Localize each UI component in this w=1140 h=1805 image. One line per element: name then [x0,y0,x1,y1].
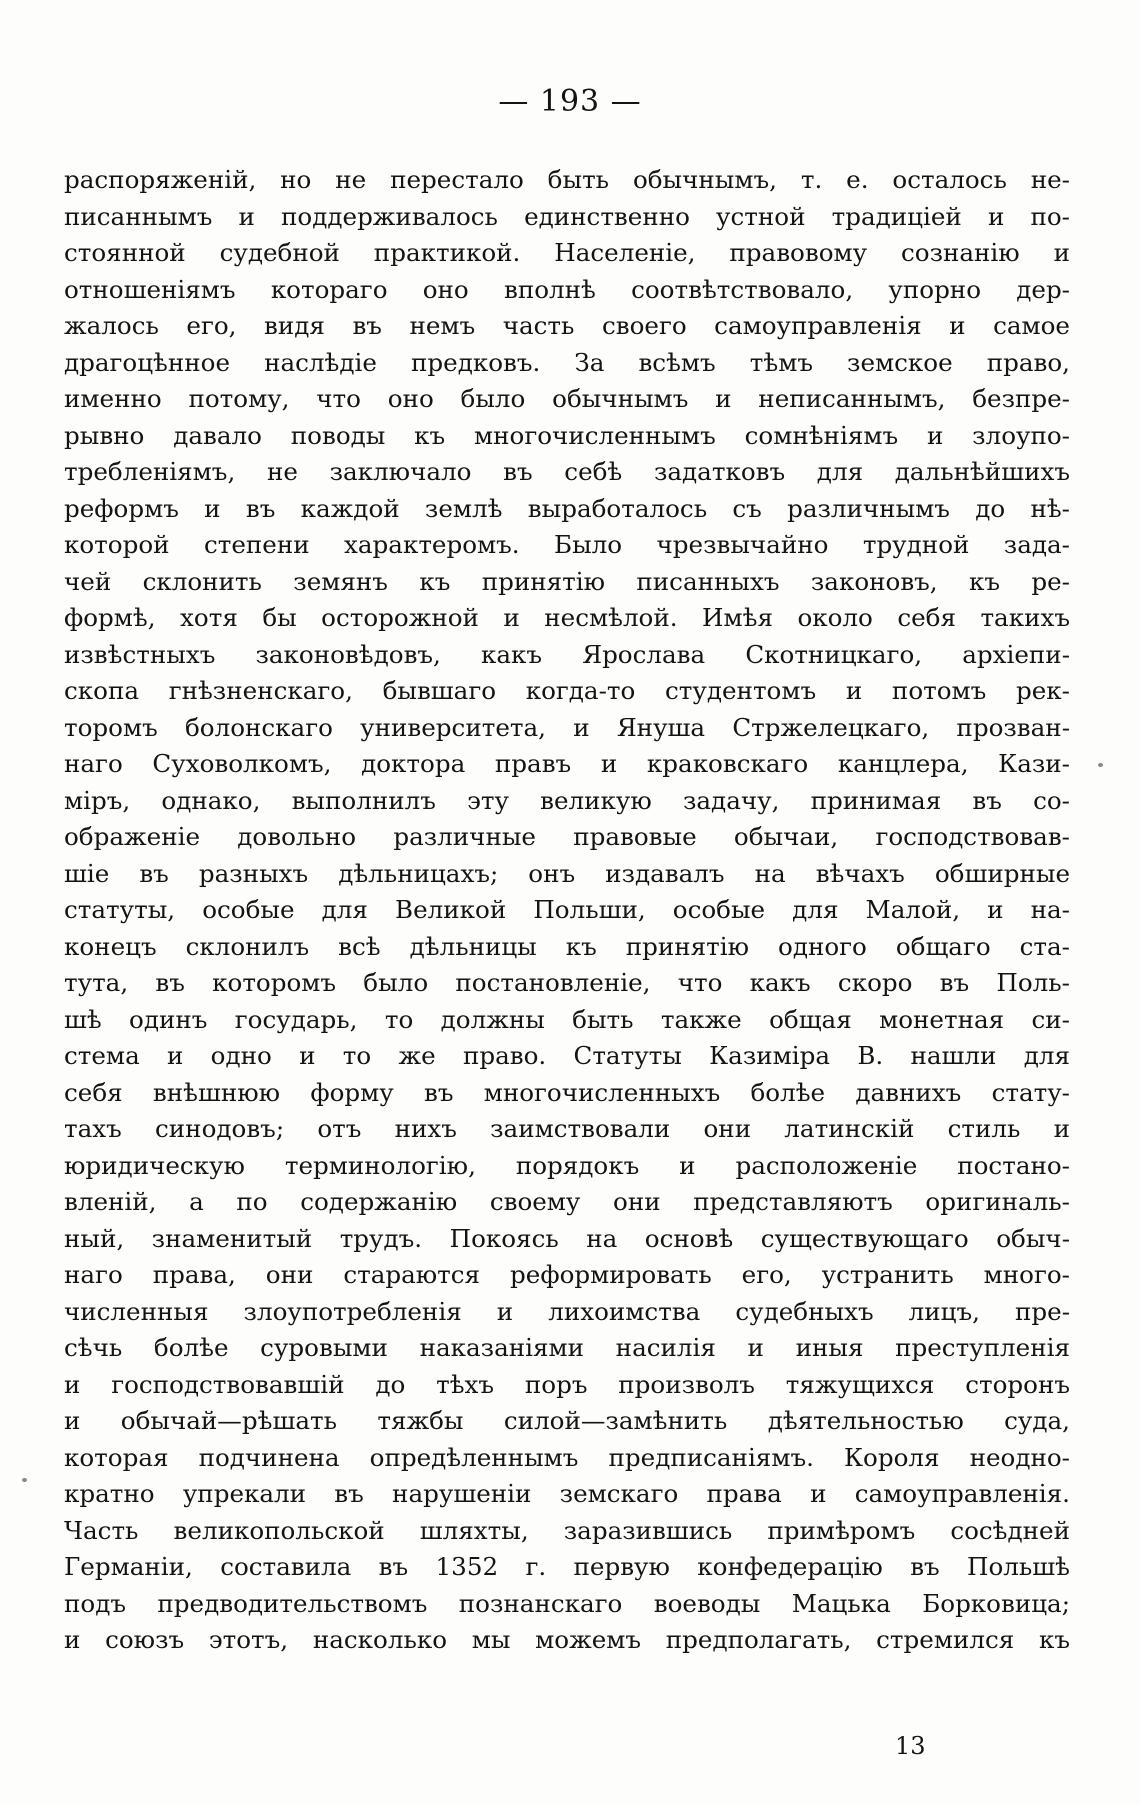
signature-mark: 13 [895,1732,926,1760]
text-line: жалось его, видя въ немъ часть своего самоуправленія и самое [64,311,1070,340]
text-line: статуты, особые для Великой Польши, особые для Малой, и на- [64,895,1070,924]
text-line: Германіи, составила въ 1352 г. первую конфедерацію въ Польшѣ [64,1552,1070,1581]
text-line: и обычай—рѣшать тяжбы силой—замѣнить дѣятельностью суда, [64,1406,1070,1435]
text-line: міръ, однако, выполнилъ эту великую задачу, принимая въ со- [64,785,1070,815]
text-line: шіе въ разныхъ дѣльницахъ; онъ издавалъ на вѣчахъ обширные [64,858,1070,888]
text-line: кратно упрекали въ нарушеніи земскаго права и самоуправленія. [64,1479,1070,1508]
text-line: ный, знаменитый трудъ. Покоясь на основѣ существующаго обыч- [64,1223,1070,1253]
text-line: вленій, а по содержанію своему они представляютъ оригиналь- [64,1187,1070,1216]
text-line: драгоцѣнное наслѣдіе предковъ. За всѣмъ тѣмъ земское право, [64,347,1070,377]
text-line: конецъ склонилъ всѣ дѣльницы къ принятію одного общаго ста- [64,931,1070,961]
text-line: стема и одно и то же право. Статуты Казиміра В. нашли для [64,1041,1070,1070]
text-line: писаннымъ и поддерживалось единственно устной традиціей и по- [64,201,1070,231]
page-number: — 193 — [498,84,642,119]
text-line: стоянной судебной практикой. Населеніе, правовому сознанію и [64,238,1070,267]
text-line: распоряженій, но не перестало быть обычнымъ, т. е. осталось не- [64,165,1070,194]
text-line: которой степени характеромъ. Было чрезвычайно трудной зада- [64,530,1070,559]
text-line: наго права, они стараются реформировать его, устранить много- [64,1260,1070,1289]
text-line: Часть великопольской шляхты, заразившись примѣромъ сосѣдней [64,1515,1070,1545]
text-line: скопа гнѣзненскаго, бывшаго когда-то студентомъ и потомъ рек- [64,676,1070,705]
text-line: юридическую терминологію, порядокъ и расположеніе постано- [64,1150,1070,1180]
body-text [64,162,1070,1659]
text-line: сѣчь болѣе суровыми наказаніями насилія и иныя преступленія [64,1333,1070,1362]
text-line: отношеніямъ котораго оно вполнѣ соотвѣтствовало, упорно дер- [64,274,1070,304]
text-line: себя внѣшнюю форму въ многочисленныхъ болѣе давнихъ стату- [64,1077,1070,1107]
text-line: численныя злоупотребленія и лихоимства судебныхъ лицъ, пре- [64,1296,1070,1326]
text-line: которая подчинена опредѣленнымъ предписаніямъ. Короля неодно- [64,1442,1070,1472]
text-line: наго Суховолкомъ, доктора правъ и краковскаго канцлера, Кази- [64,749,1070,778]
text-line: формѣ, хотя бы осторожной и несмѣлой. Имѣя около себя такихъ [64,603,1070,632]
text-line: именно потому, что оно было обычнымъ и неписаннымъ, безпре- [64,384,1070,413]
text-line: требленіямъ, не заключало въ себѣ задатковъ для дальнѣйшихъ [64,457,1070,486]
text-line: и союзъ этотъ, насколько мы можемъ предполагать, стремился къ [64,1625,1070,1654]
text-line: реформъ и въ каждой землѣ выработалось съ различнымъ до нѣ- [64,493,1070,523]
text-line: и господствовавшій до тѣхъ поръ произволъ тяжущихся сторонъ [64,1369,1070,1399]
text-line: шѣ одинъ государь, то должны быть также общая монетная си- [64,1004,1070,1034]
paper-speck [22,1478,27,1482]
text-line: тахъ синодовъ; отъ нихъ заимствовали они латинскій стиль и [64,1114,1070,1143]
text-line: извѣстныхъ законовѣдовъ, какъ Ярослава Скотницкаго, архіепи- [64,639,1070,669]
text-line: чей склонить земянъ къ принятію писанныхъ законовъ, къ ре- [64,566,1070,596]
text-line: рывно давало поводы къ многочисленнымъ сомнѣніямъ и злоупо- [64,420,1070,450]
text-line: ображеніе довольно различные правовые обычаи, господствовав- [64,822,1070,851]
paper-speck [1098,763,1103,767]
text-line: подъ предводительствомъ познанскаго воеводы Мацька Борковица; [64,1588,1070,1618]
text-line: торомъ болонскаго университета, и Януша Стржелецкаго, прозван- [64,712,1070,742]
text-line: тута, въ которомъ было постановленіе, что какъ скоро въ Поль- [64,968,1070,997]
